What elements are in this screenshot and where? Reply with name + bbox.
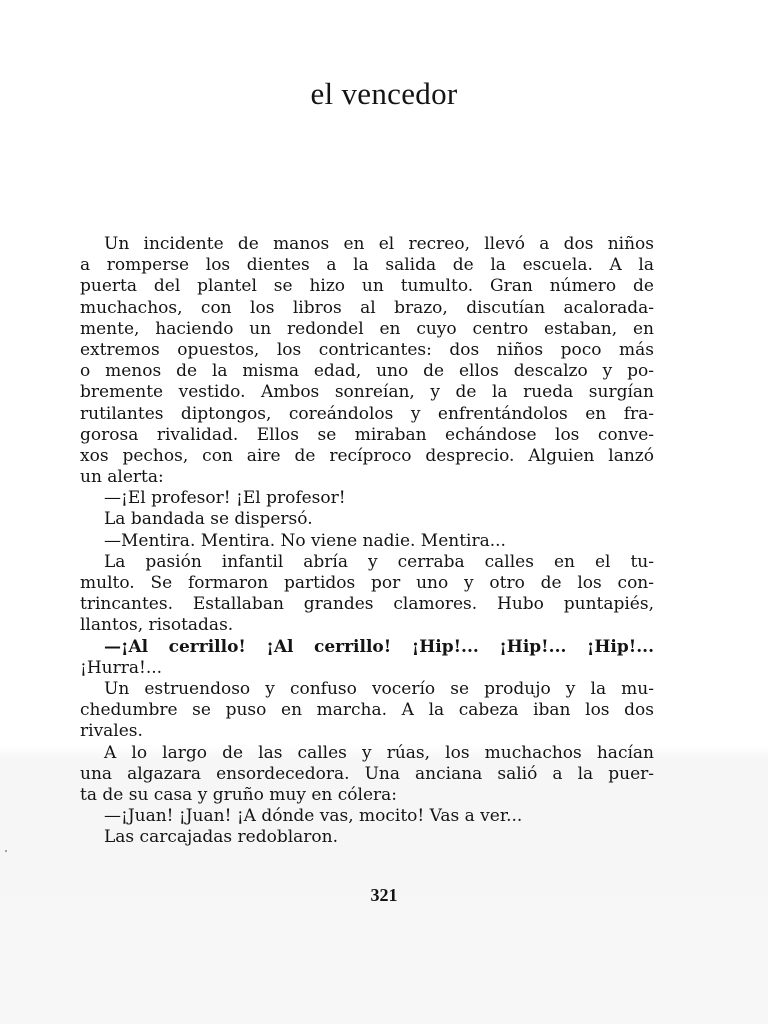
- text-line: Un estruendoso y confuso vocerío se produjo y la mu-: [104, 678, 654, 699]
- text-line: Un incidente de manos en el recreo, llevó a dos niños: [104, 234, 654, 254]
- text-line: una algazara ensordecedora. Una anciana salió a la puer-: [80, 763, 654, 784]
- text-line: puerta del plantel se hizo un tumulto. Gran número de: [80, 276, 654, 297]
- text-line: trincantes. Estallaban grandes clamores. Hubo puntapiés,: [80, 594, 654, 615]
- scan-speck: [5, 850, 7, 852]
- chapter-title: el vencedor: [310, 76, 458, 111]
- text-line: o menos de la misma edad, uno de ellos descalzo y po-: [80, 361, 654, 382]
- text-line: extremos opuestos, los contricantes: dos niños poco más: [80, 339, 654, 360]
- text-line: a romperse los dientes a la salida de la escuela. A la: [80, 255, 654, 276]
- dialogue-line: —Mentira. Mentira. No viene nadie. Mentira...: [104, 530, 506, 551]
- text-line: un alerta:: [80, 467, 164, 488]
- text-line: rutilantes diptongos, coreándolos y enfrentándolos en fra-: [80, 403, 654, 424]
- text-line: mente, haciendo un redondel en cuyo centro estaban, en: [80, 318, 654, 339]
- dialogue-line: —¡Juan! ¡Juan! ¡A dónde vas, mocito! Vas a ver...: [104, 806, 523, 827]
- body-text: [80, 234, 654, 848]
- text-line: rivales.: [80, 721, 143, 742]
- text-line: xos pechos, con aire de recíproco desprecio. Alguien lanzó: [80, 445, 654, 466]
- dialogue-line: —¡Al cerrillo! ¡Al cerrillo! ¡Hip!... ¡Hip!... ¡Hip!...: [104, 636, 654, 657]
- text-line: muchachos, con los libros al brazo, discutían acalorada-: [80, 297, 654, 318]
- page-number: 321: [370, 885, 398, 905]
- text-line: multo. Se formaron partidos por uno y otro de los con-: [80, 573, 654, 593]
- text-line: La pasión infantil abría y cerraba calles en el tu-: [104, 551, 654, 572]
- text-line: chedumbre se puso en marcha. A la cabeza iban los dos: [80, 700, 654, 721]
- text-line: gorosa rivalidad. Ellos se miraban echándose los conve-: [80, 424, 654, 445]
- text-line: bremente vestido. Ambos sonreían, y de la rueda surgían: [80, 382, 654, 403]
- text-line: Las carcajadas redoblaron.: [104, 827, 339, 848]
- text-line: ta de su casa y gruño muy en cólera:: [80, 784, 397, 805]
- text-line: La bandada se dispersó.: [104, 509, 313, 530]
- text-line: ¡Hurra!...: [80, 657, 163, 678]
- text-line: A lo largo de las calles y rúas, los muchachos hacían: [104, 742, 654, 763]
- text-line: llantos, risotadas.: [80, 615, 234, 636]
- dialogue-line: —¡El profesor! ¡El profesor!: [104, 488, 346, 509]
